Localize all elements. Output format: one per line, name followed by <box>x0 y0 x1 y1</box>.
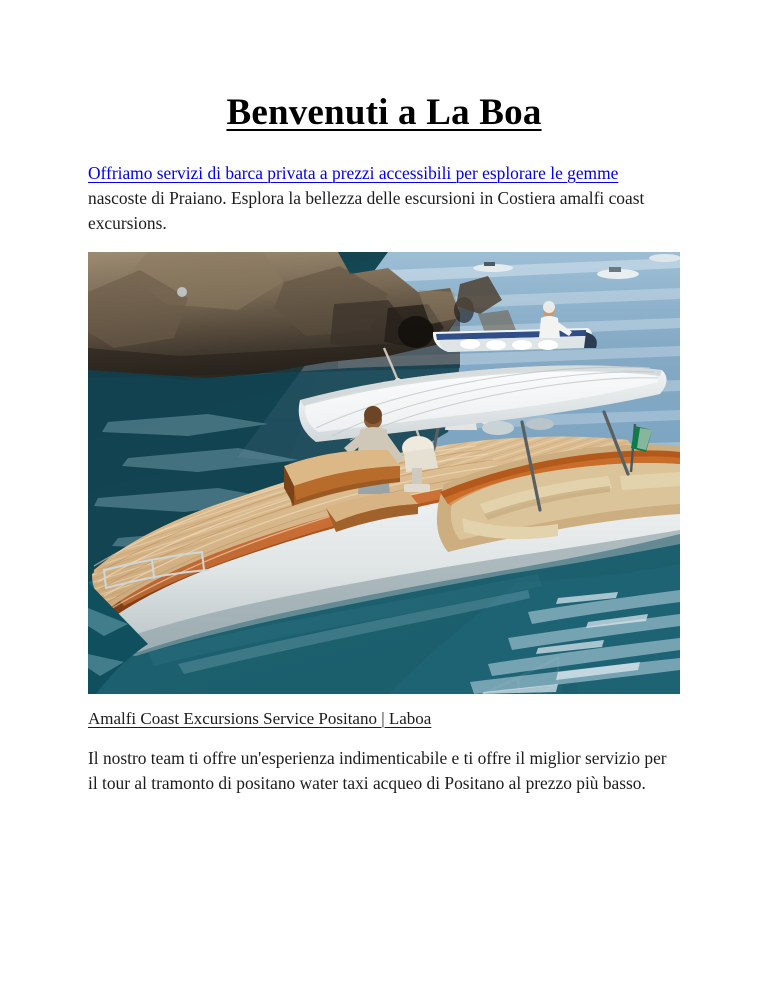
document-content <box>88 0 680 796</box>
image-caption-text: Amalfi Coast Excursions Service Positano | Laboa <box>88 708 432 728</box>
intro-rest-text: nascoste di Praiano. Esplora la bellezza delle escursioni in Costiera amalfi coast excursions. <box>88 187 645 233</box>
intro-paragraph <box>88 135 680 236</box>
intro-link[interactable]: Offriamo servizi di barca privata a prezzi accessibili per esplorare le gemme <box>88 162 619 183</box>
boat-photo-canvas <box>88 252 680 694</box>
page-title-text: Benvenuti a La Boa <box>226 92 542 133</box>
body-paragraph: Il nostro team ti offre un'esperienza indimenticabile e ti offre il miglior servizio per il tour al tramonto di positano water taxi acqueo di Positano al prezzo più basso. <box>88 747 667 793</box>
page-title <box>88 0 680 135</box>
boat-photo <box>88 252 680 694</box>
boat-photo-illustration <box>88 252 680 694</box>
image-caption <box>88 694 680 731</box>
